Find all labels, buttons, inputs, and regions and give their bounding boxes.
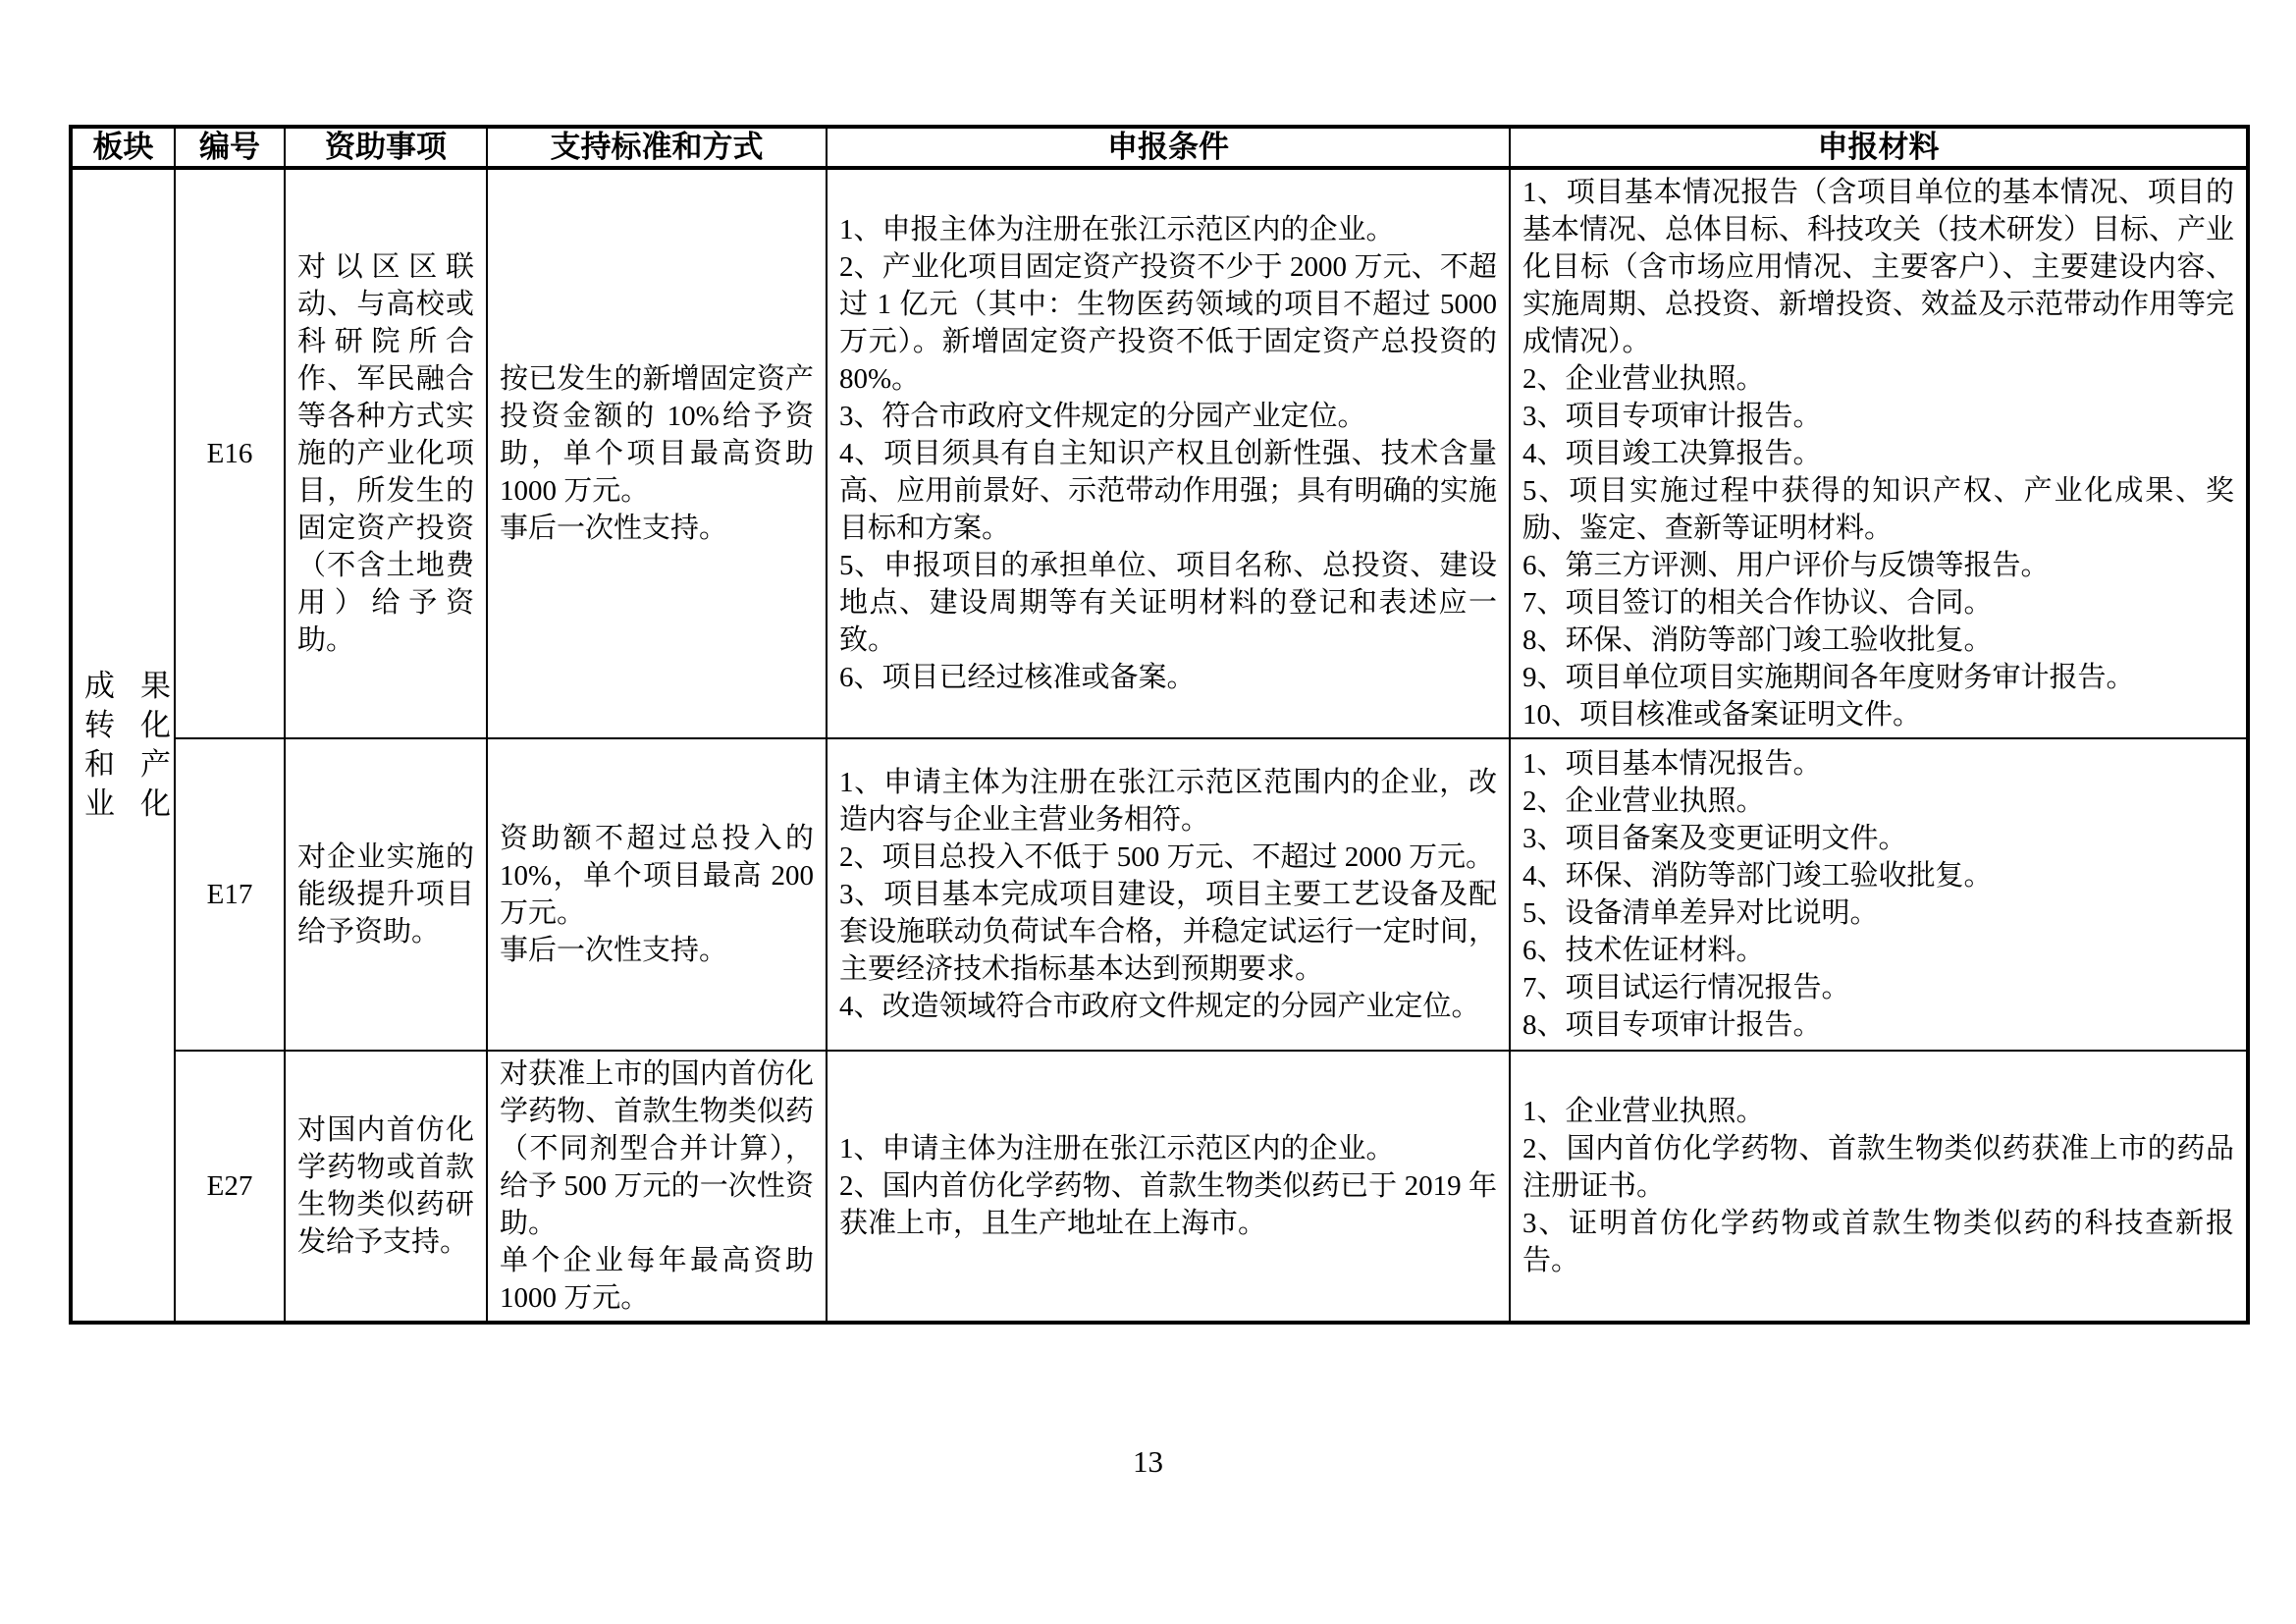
text-line: 4、环保、消防等部门竣工验收批复。 bbox=[1522, 860, 1993, 892]
text-line: 1、申请主体为注册在张江示范区范围内的企业，改造内容与企业主营业务相符。 bbox=[839, 767, 1497, 836]
text-line: 资助额不超过总投入的 10%，单个项目最高 200 万元。 bbox=[500, 823, 814, 929]
header-code: 编号 bbox=[175, 127, 285, 168]
text-line: 3、项目备案及变更证明文件。 bbox=[1522, 823, 1907, 854]
materials-cell-e17 bbox=[1510, 738, 2248, 1051]
text-line: 2、企业营业执照。 bbox=[1522, 363, 1765, 395]
funding-item-text: 对以区区联动、与高校或科研院所合作、军民融合等各种方式实施的产业化项目，所发生的固定资产投资（不含土地费用）给予资助。 bbox=[297, 251, 474, 656]
text-line: 3、项目基本完成项目建设，项目主要工艺设备及配套设施联动负荷试车合格，并稳定试运行一定时间，主要经济技术指标基本达到预期要求。 bbox=[839, 879, 1497, 985]
text-line: 7、项目试运行情况报告。 bbox=[1522, 972, 1850, 1003]
header-row bbox=[71, 127, 2248, 168]
text-line: 4、项目竣工决算报告。 bbox=[1522, 438, 1822, 469]
text-line: 3、项目专项审计报告。 bbox=[1522, 401, 1822, 432]
section-label: 成果转化和产业化 bbox=[84, 669, 171, 821]
page-number: 13 bbox=[1133, 1444, 1163, 1479]
support-cell-e27 bbox=[487, 1051, 827, 1323]
text-line: 2、项目总投入不低于 500 万元、不超过 2000 万元。 bbox=[839, 841, 1495, 873]
table-row-e16 bbox=[71, 168, 2248, 738]
text-line: 单个企业每年最高资助 1000 万元。 bbox=[500, 1245, 814, 1314]
header-support-standard: 支持标准和方式 bbox=[487, 127, 827, 168]
funding-item-cell-e27 bbox=[285, 1051, 487, 1323]
document-page bbox=[69, 125, 2250, 1325]
text-line: 2、企业营业执照。 bbox=[1522, 785, 1765, 817]
text-line: 8、项目专项审计报告。 bbox=[1522, 1009, 1822, 1041]
text-line: 7、项目签订的相关合作协议、合同。 bbox=[1522, 587, 1993, 619]
row-code-e16: E16 bbox=[175, 168, 285, 738]
conditions-cell-e17 bbox=[827, 738, 1510, 1051]
conditions-cell-e27 bbox=[827, 1051, 1510, 1323]
header-application-materials: 申报材料 bbox=[1510, 127, 2248, 168]
text-line: 1、申报主体为注册在张江示范区内的企业。 bbox=[839, 214, 1395, 245]
text-line: 事后一次性支持。 bbox=[500, 935, 728, 966]
text-line: 5、项目实施过程中获得的知识产权、产业化成果、奖励、鉴定、查新等证明材料。 bbox=[1522, 475, 2234, 544]
materials-cell-e27 bbox=[1510, 1051, 2248, 1323]
text-line: 1、企业营业执照。 bbox=[1522, 1096, 1765, 1127]
funding-item-cell-e17 bbox=[285, 738, 487, 1051]
header-block: 板块 bbox=[71, 127, 175, 168]
support-list bbox=[500, 820, 814, 969]
text-line: 5、设备清单差异对比说明。 bbox=[1522, 897, 1879, 929]
text-line: 2、国内首仿化学药物、首款生物类似药已于 2019 年获准上市，且生产地址在上海市。 bbox=[839, 1170, 1497, 1239]
text-line: 6、项目已经过核准或备案。 bbox=[839, 662, 1196, 693]
funding-item-cell-e16 bbox=[285, 168, 487, 738]
text-line: 1、申请主体为注册在张江示范区内的企业。 bbox=[839, 1133, 1395, 1164]
text-line: 事后一次性支持。 bbox=[500, 513, 728, 544]
text-line: 1、项目基本情况报告。 bbox=[1522, 748, 1822, 780]
materials-list bbox=[1522, 745, 2234, 1044]
row-code-e17: E17 bbox=[175, 738, 285, 1051]
materials-list bbox=[1522, 174, 2234, 733]
text-line: 3、证明首仿化学药物或首款生物类似药的科技查新报告。 bbox=[1522, 1208, 2234, 1276]
funding-table bbox=[69, 125, 2250, 1325]
text-line: 9、项目单位项目实施期间各年度财务审计报告。 bbox=[1522, 662, 2135, 693]
text-line: 3、符合市政府文件规定的分园产业定位。 bbox=[839, 401, 1366, 432]
text-line: 对获准上市的国内首仿化学药物、首款生物类似药（不同剂型合并计算），给予 500 万元的一次性资助。 bbox=[500, 1058, 814, 1239]
conditions-cell-e16 bbox=[827, 168, 1510, 738]
text-line: 按已发生的新增固定资产投资金额的 10%给予资助，单个项目最高资助 1000 万元。 bbox=[500, 363, 814, 507]
header-funding-item: 资助事项 bbox=[285, 127, 487, 168]
materials-list bbox=[1522, 1093, 2234, 1279]
header-application-conditions: 申报条件 bbox=[827, 127, 1510, 168]
funding-item-text: 对企业实施的能级提升项目给予资助。 bbox=[297, 841, 474, 947]
conditions-list bbox=[839, 764, 1497, 1025]
support-list bbox=[500, 360, 814, 547]
row-code-e27: E27 bbox=[175, 1051, 285, 1323]
text-line: 4、项目须具有自主知识产权且创新性强、技术含量高、应用前景好、示范带动作用强；具有明确的实施目标和方案。 bbox=[839, 438, 1497, 544]
text-line: 6、第三方评测、用户评价与反馈等报告。 bbox=[1522, 550, 2050, 581]
text-line: 4、改造领域符合市政府文件规定的分园产业定位。 bbox=[839, 991, 1480, 1022]
table-row-e27 bbox=[71, 1051, 2248, 1323]
conditions-list bbox=[839, 1130, 1497, 1242]
table-row-e17 bbox=[71, 738, 2248, 1051]
support-cell-e16 bbox=[487, 168, 827, 738]
section-cell bbox=[71, 168, 175, 1323]
materials-cell-e16 bbox=[1510, 168, 2248, 738]
text-line: 8、环保、消防等部门竣工验收批复。 bbox=[1522, 624, 1993, 656]
text-line: 10、项目核准或备案证明文件。 bbox=[1522, 699, 1922, 731]
text-line: 5、申报项目的承担单位、项目名称、总投资、建设地点、建设周期等有关证明材料的登记和表述应一致。 bbox=[839, 550, 1497, 656]
text-line: 1、项目基本情况报告（含项目单位的基本情况、项目的基本情况、总体目标、科技攻关（技术研发）目标、产业化目标（含市场应用情况、主要客户）、主要建设内容、实施周期、总投资、新增投资、效益及示范带动作用等完成情况）。 bbox=[1522, 177, 2235, 357]
text-line: 2、产业化项目固定资产投资不少于 2000 万元、不超过 1 亿元（其中：生物医药领域的项目不超过 5000 万元）。新增固定资产投资不低于固定资产总投资的 80%。 bbox=[839, 251, 1497, 395]
text-line: 2、国内首仿化学药物、首款生物类似药获准上市的药品注册证书。 bbox=[1522, 1133, 2234, 1202]
funding-item-text: 对国内首仿化学药物或首款生物类似药研发给予支持。 bbox=[297, 1114, 474, 1258]
support-cell-e17 bbox=[487, 738, 827, 1051]
text-line: 6、技术佐证材料。 bbox=[1522, 935, 1765, 966]
conditions-list bbox=[839, 211, 1497, 696]
support-list bbox=[500, 1056, 814, 1317]
